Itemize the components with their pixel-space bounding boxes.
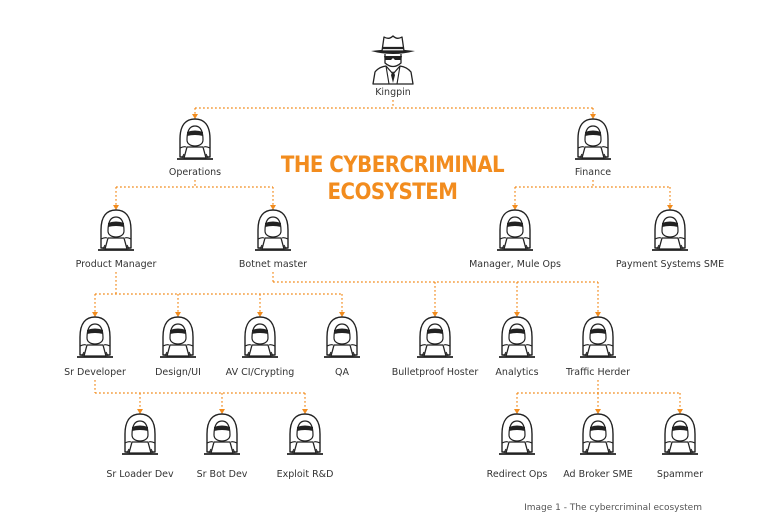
hooded-hacker-icon-sr-developer	[77, 317, 113, 357]
spy-with-hat-icon-kingpin	[371, 36, 415, 84]
hooded-hacker-icon-spammer	[662, 414, 698, 454]
node-label-product-manager: Product Manager	[75, 259, 157, 270]
node-label-analytics: Analytics	[495, 367, 539, 378]
arrowhead-finance	[590, 114, 596, 119]
node-label-manager-mule-ops: Manager, Mule Ops	[469, 259, 561, 270]
hooded-hacker-icon-manager-mule-ops	[497, 210, 533, 250]
arrowhead-analytics	[514, 312, 520, 317]
arrowhead-exploit-rd	[302, 409, 308, 414]
node-label-exploit-rd: Exploit R&D	[276, 469, 334, 480]
hooded-hacker-icon-analytics	[499, 317, 535, 357]
connector-kingpin	[192, 100, 596, 119]
hooded-hacker-icon-payment-systems-sme	[652, 210, 688, 250]
hooded-hacker-icon-sr-bot-dev	[204, 414, 240, 454]
node-label-traffic-herder: Traffic Herder	[565, 367, 631, 378]
arrowhead-av-ci-crypting	[257, 312, 263, 317]
hooded-hacker-icon-sr-loader-dev	[122, 414, 158, 454]
arrowhead-operations	[192, 114, 198, 119]
hooded-hacker-icon-product-manager	[98, 210, 134, 250]
connector-operations	[113, 180, 276, 210]
image-caption: Image 1 - The cybercriminal ecosystem	[524, 503, 702, 513]
arrowhead-sr-loader-dev	[137, 409, 143, 414]
hooded-hacker-icon-exploit-rd	[287, 414, 323, 454]
arrowhead-design-ui	[175, 312, 181, 317]
hooded-hacker-icon-ad-broker-sme	[580, 414, 616, 454]
node-label-botnet-master: Botnet master	[238, 259, 308, 270]
node-label-sr-developer: Sr Developer	[64, 367, 126, 378]
connector-sr-developer	[95, 380, 308, 414]
node-label-kingpin: Kingpin	[375, 87, 411, 98]
connector-product-manager	[92, 272, 345, 317]
title-line-1: THE CYBERCRIMINAL	[280, 153, 505, 178]
hooded-hacker-icon-design-ui	[160, 317, 196, 357]
hooded-hacker-icon-redirect-ops	[499, 414, 535, 454]
hooded-hacker-icon-av-ci-crypting	[242, 317, 278, 357]
node-label-ad-broker-sme: Ad Broker SME	[563, 469, 633, 480]
hooded-hacker-icon-finance	[575, 119, 611, 159]
hooded-hacker-icon-traffic-herder	[580, 317, 616, 357]
node-label-spammer: Spammer	[656, 469, 704, 480]
node-label-payment-systems-sme: Payment Systems SME	[615, 259, 725, 270]
arrowhead-spammer	[677, 409, 683, 414]
arrowhead-bulletproof-hoster	[432, 312, 438, 317]
node-label-bulletproof-hoster: Bulletproof Hoster	[391, 367, 479, 378]
hooded-hacker-icon-bulletproof-hoster	[417, 317, 453, 357]
node-label-operations: Operations	[168, 167, 222, 178]
arrowhead-sr-bot-dev	[219, 409, 225, 414]
arrowhead-botnet-master	[270, 205, 276, 210]
hooded-hacker-icon-qa	[324, 317, 360, 357]
arrowhead-ad-broker-sme	[595, 409, 601, 414]
node-label-qa: QA	[335, 367, 349, 378]
node-label-av-ci-crypting: AV CI/Crypting	[225, 367, 295, 378]
node-label-finance: Finance	[574, 167, 612, 178]
node-label-design-ui: Design/UI	[155, 367, 201, 378]
arrowhead-product-manager	[113, 205, 119, 210]
arrowhead-qa	[339, 312, 345, 317]
node-label-sr-bot-dev: Sr Bot Dev	[196, 469, 248, 480]
arrowhead-payment-systems-sme	[667, 205, 673, 210]
node-label-sr-loader-dev: Sr Loader Dev	[106, 469, 174, 480]
diagram-title	[280, 152, 505, 206]
title-line-2: ECOSYSTEM	[327, 180, 458, 205]
hooded-hacker-icon-operations	[177, 119, 213, 159]
arrowhead-manager-mule-ops	[512, 205, 518, 210]
arrowhead-traffic-herder	[595, 312, 601, 317]
arrowhead-redirect-ops	[514, 409, 520, 414]
arrowhead-sr-developer	[92, 312, 98, 317]
connector-traffic-herder	[514, 380, 683, 414]
connector-finance	[512, 180, 673, 210]
person-icons	[77, 36, 698, 454]
hooded-hacker-icon-botnet-master	[255, 210, 291, 250]
connector-botnet-master	[273, 272, 601, 317]
node-label-redirect-ops: Redirect Ops	[486, 469, 548, 480]
